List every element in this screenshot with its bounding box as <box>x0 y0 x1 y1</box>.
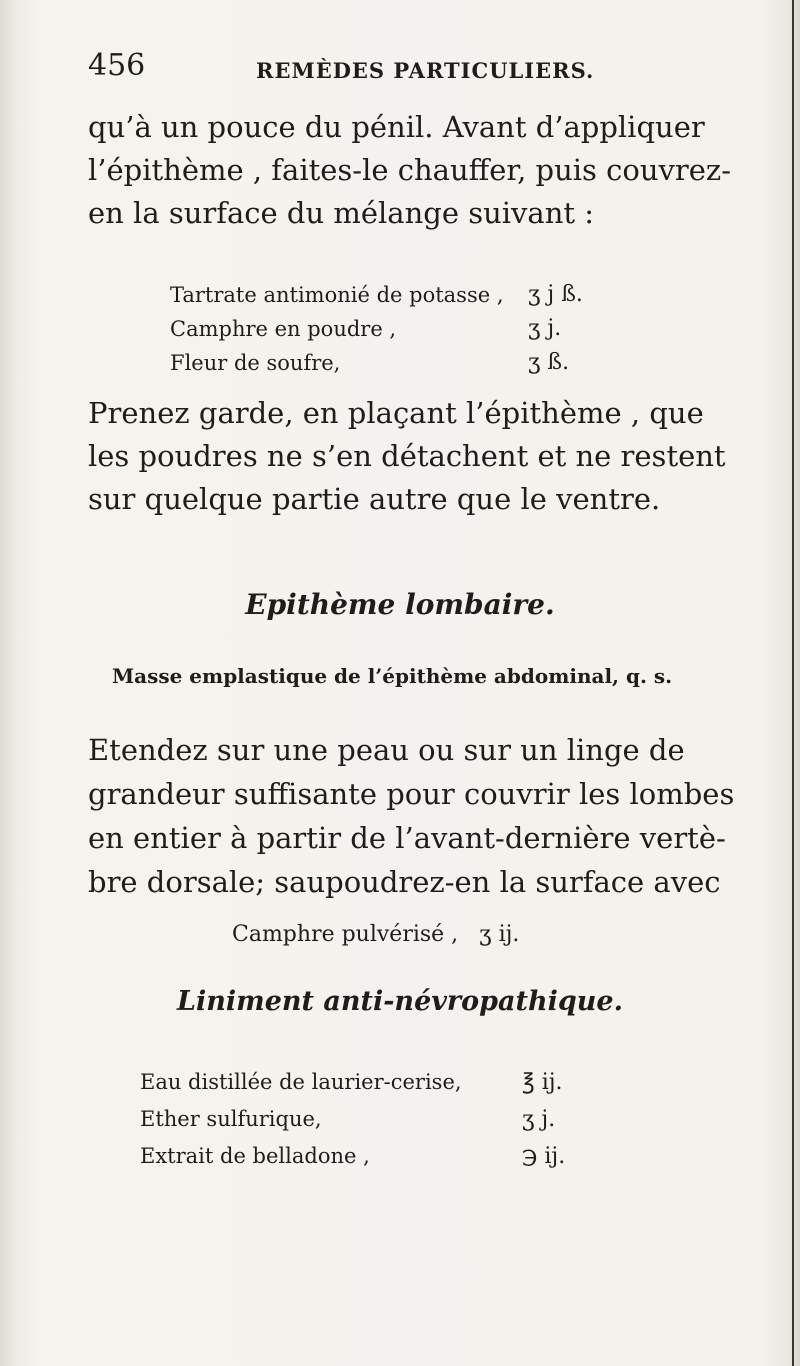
text-line: qu’à un pouce du pénil. Avant d’appliquer <box>88 110 705 144</box>
text-line: sur quelque partie autre que le ventre. <box>88 482 661 516</box>
section-heading-liniment: Liniment anti-névropathique. <box>177 986 623 1017</box>
text-line: Prenez garde, en plaçant l’épithème , que <box>88 396 704 430</box>
ingredient-name: Camphre en poudre , <box>170 317 397 341</box>
running-title: REMÈDES PARTICULIERS. <box>256 58 595 83</box>
ingredient-quantity: ʒ j. <box>522 1107 556 1132</box>
recipe-row <box>170 346 710 380</box>
ingredient-name: Ether sulfurique, <box>140 1107 322 1131</box>
ingredient-quantity: ʒ j. <box>528 316 562 341</box>
paragraph-intro <box>88 106 748 235</box>
page-header <box>88 48 728 92</box>
ingredient-name: Fleur de soufre, <box>170 351 341 375</box>
paragraph-instructions <box>88 728 748 904</box>
ingredient-quantity: ℥ ij. <box>522 1070 563 1095</box>
ingredient-quantity: ℈ ij. <box>522 1144 566 1169</box>
mass-ingredient-line: Masse emplastique de l’épithème abdominal, q. s. <box>112 664 673 688</box>
camphre-ingredient-line: Camphre pulvérisé , ʒ ij. <box>232 922 520 947</box>
ingredient-name: Eau distillée de laurier-cerise, <box>140 1070 462 1094</box>
text-line: les poudres ne s’en détachent et ne restent <box>88 439 726 473</box>
ingredient-quantity: ʒ j ß. <box>528 282 583 307</box>
ingredient-name: Tartrate antimonié de potasse , <box>170 283 504 307</box>
text-line: Etendez sur une peau ou sur un linge de <box>88 733 685 767</box>
section-heading-epitheme: Epithème lombaire. <box>245 588 555 621</box>
text-line: en entier à partir de l’avant-dernière vertè- <box>88 821 726 855</box>
recipe-row <box>140 1138 680 1175</box>
recipe-row <box>170 312 710 346</box>
page-number: 456 <box>88 48 146 83</box>
ingredient-name: Extrait de belladone , <box>140 1144 370 1168</box>
recipe-row <box>140 1101 680 1138</box>
ingredient-quantity: ʒ ß. <box>528 350 570 375</box>
recipe-list-1 <box>170 278 710 380</box>
paragraph-warning <box>88 392 748 521</box>
text-line: en la surface du mélange suivant : <box>88 196 595 230</box>
text-line: grandeur suffisante pour couvrir les lombes <box>88 777 735 811</box>
text-line: l’épithème , faites-le chauffer, puis couvrez- <box>88 153 731 187</box>
recipe-row <box>170 278 710 312</box>
recipe-list-2 <box>140 1064 680 1175</box>
recipe-row <box>140 1064 680 1101</box>
page-edge-line <box>792 0 794 1366</box>
text-line: bre dorsale; saupoudrez-en la surface avec <box>88 865 721 899</box>
